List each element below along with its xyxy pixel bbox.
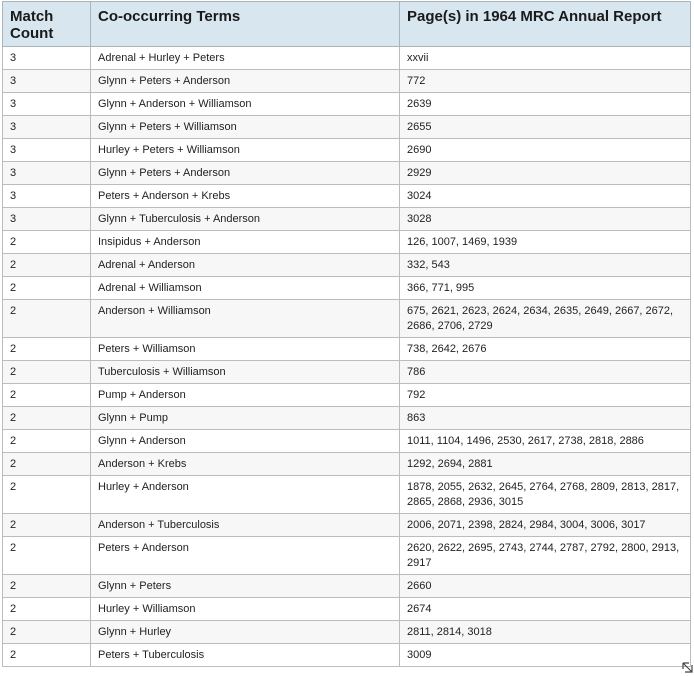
cell-pages: 2660 bbox=[400, 575, 691, 598]
cell-match-count: 2 bbox=[3, 537, 91, 575]
cell-co-occurring-terms: Peters + Anderson bbox=[91, 537, 400, 575]
cell-match-count: 2 bbox=[3, 338, 91, 361]
cell-match-count: 3 bbox=[3, 208, 91, 231]
cell-co-occurring-terms: Pump + Anderson bbox=[91, 384, 400, 407]
cell-co-occurring-terms: Anderson + Williamson bbox=[91, 300, 400, 338]
table-row bbox=[3, 453, 691, 476]
table-row bbox=[3, 338, 691, 361]
cell-pages: 2006, 2071, 2398, 2824, 2984, 3004, 3006, 3017 bbox=[400, 514, 691, 537]
header-co-occurring-terms: Co-occurring Terms bbox=[91, 2, 400, 47]
table-row bbox=[3, 300, 691, 338]
cell-match-count: 3 bbox=[3, 116, 91, 139]
cell-pages: 2674 bbox=[400, 598, 691, 621]
header-pages: Page(s) in 1964 MRC Annual Report bbox=[400, 2, 691, 47]
cell-co-occurring-terms: Glynn + Peters + Anderson bbox=[91, 70, 400, 93]
table-row bbox=[3, 93, 691, 116]
table-row bbox=[3, 476, 691, 514]
table-row bbox=[3, 47, 691, 70]
cell-match-count: 3 bbox=[3, 139, 91, 162]
cell-match-count: 2 bbox=[3, 476, 91, 514]
cell-co-occurring-terms: Hurley + Williamson bbox=[91, 598, 400, 621]
table-row bbox=[3, 116, 691, 139]
cell-match-count: 3 bbox=[3, 185, 91, 208]
cell-match-count: 2 bbox=[3, 453, 91, 476]
table-row bbox=[3, 514, 691, 537]
cell-pages: 2811, 2814, 3018 bbox=[400, 621, 691, 644]
cell-pages: 772 bbox=[400, 70, 691, 93]
table-row bbox=[3, 430, 691, 453]
table-row bbox=[3, 575, 691, 598]
table-row bbox=[3, 621, 691, 644]
cell-co-occurring-terms: Anderson + Krebs bbox=[91, 453, 400, 476]
cell-match-count: 2 bbox=[3, 407, 91, 430]
cell-pages: 2655 bbox=[400, 116, 691, 139]
cell-match-count: 2 bbox=[3, 644, 91, 667]
table-row bbox=[3, 384, 691, 407]
table-row bbox=[3, 277, 691, 300]
resize-handle-icon[interactable] bbox=[682, 662, 693, 673]
table-row bbox=[3, 70, 691, 93]
table-row bbox=[3, 208, 691, 231]
cell-co-occurring-terms: Glynn + Peters + Williamson bbox=[91, 116, 400, 139]
cell-co-occurring-terms: Glynn + Peters + Anderson bbox=[91, 162, 400, 185]
cell-match-count: 2 bbox=[3, 514, 91, 537]
cell-co-occurring-terms: Glynn + Pump bbox=[91, 407, 400, 430]
cell-pages: 126, 1007, 1469, 1939 bbox=[400, 231, 691, 254]
cell-match-count: 2 bbox=[3, 430, 91, 453]
table-row bbox=[3, 537, 691, 575]
cell-match-count: 3 bbox=[3, 47, 91, 70]
cell-match-count: 2 bbox=[3, 254, 91, 277]
cell-pages: 1292, 2694, 2881 bbox=[400, 453, 691, 476]
table-row bbox=[3, 407, 691, 430]
cell-co-occurring-terms: Adrenal + Anderson bbox=[91, 254, 400, 277]
cell-match-count: 2 bbox=[3, 231, 91, 254]
cell-pages: 366, 771, 995 bbox=[400, 277, 691, 300]
table-body bbox=[3, 47, 691, 667]
co-occurrence-table-container bbox=[2, 1, 690, 667]
table-row bbox=[3, 231, 691, 254]
cell-pages: 3024 bbox=[400, 185, 691, 208]
table-row bbox=[3, 139, 691, 162]
cell-co-occurring-terms: Anderson + Tuberculosis bbox=[91, 514, 400, 537]
cell-pages: 675, 2621, 2623, 2624, 2634, 2635, 2649, 2667, 2672, 2686, 2706, 2729 bbox=[400, 300, 691, 338]
table-row bbox=[3, 185, 691, 208]
co-occurrence-table bbox=[2, 1, 691, 667]
cell-pages: 1011, 1104, 1496, 2530, 2617, 2738, 2818, 2886 bbox=[400, 430, 691, 453]
table-row bbox=[3, 162, 691, 185]
cell-co-occurring-terms: Hurley + Peters + Williamson bbox=[91, 139, 400, 162]
cell-match-count: 2 bbox=[3, 300, 91, 338]
cell-pages: 738, 2642, 2676 bbox=[400, 338, 691, 361]
cell-pages: 863 bbox=[400, 407, 691, 430]
cell-co-occurring-terms: Peters + Anderson + Krebs bbox=[91, 185, 400, 208]
header-match-count: Match Count bbox=[3, 2, 91, 47]
cell-match-count: 3 bbox=[3, 70, 91, 93]
cell-co-occurring-terms: Glynn + Anderson bbox=[91, 430, 400, 453]
table-row bbox=[3, 361, 691, 384]
cell-pages: 1878, 2055, 2632, 2645, 2764, 2768, 2809, 2813, 2817, 2865, 2868, 2936, 3015 bbox=[400, 476, 691, 514]
cell-co-occurring-terms: Adrenal + Hurley + Peters bbox=[91, 47, 400, 70]
cell-match-count: 2 bbox=[3, 384, 91, 407]
cell-match-count: 3 bbox=[3, 162, 91, 185]
cell-match-count: 3 bbox=[3, 93, 91, 116]
cell-co-occurring-terms: Glynn + Tuberculosis + Anderson bbox=[91, 208, 400, 231]
cell-match-count: 2 bbox=[3, 361, 91, 384]
table-row bbox=[3, 598, 691, 621]
cell-pages: 792 bbox=[400, 384, 691, 407]
cell-pages: 2690 bbox=[400, 139, 691, 162]
cell-co-occurring-terms: Hurley + Anderson bbox=[91, 476, 400, 514]
cell-pages: 786 bbox=[400, 361, 691, 384]
cell-co-occurring-terms: Glynn + Hurley bbox=[91, 621, 400, 644]
cell-pages: 2929 bbox=[400, 162, 691, 185]
cell-match-count: 2 bbox=[3, 277, 91, 300]
cell-co-occurring-terms: Tuberculosis + Williamson bbox=[91, 361, 400, 384]
cell-co-occurring-terms: Adrenal + Williamson bbox=[91, 277, 400, 300]
table-header-row bbox=[3, 2, 691, 47]
cell-pages: xxvii bbox=[400, 47, 691, 70]
cell-co-occurring-terms: Glynn + Peters bbox=[91, 575, 400, 598]
cell-co-occurring-terms: Peters + Tuberculosis bbox=[91, 644, 400, 667]
cell-pages: 332, 543 bbox=[400, 254, 691, 277]
cell-pages: 2620, 2622, 2695, 2743, 2744, 2787, 2792, 2800, 2913, 2917 bbox=[400, 537, 691, 575]
cell-pages: 3009 bbox=[400, 644, 691, 667]
table-row bbox=[3, 254, 691, 277]
cell-match-count: 2 bbox=[3, 621, 91, 644]
cell-pages: 3028 bbox=[400, 208, 691, 231]
table-row bbox=[3, 644, 691, 667]
cell-co-occurring-terms: Insipidus + Anderson bbox=[91, 231, 400, 254]
cell-match-count: 2 bbox=[3, 575, 91, 598]
cell-co-occurring-terms: Glynn + Anderson + Williamson bbox=[91, 93, 400, 116]
cell-co-occurring-terms: Peters + Williamson bbox=[91, 338, 400, 361]
cell-pages: 2639 bbox=[400, 93, 691, 116]
cell-match-count: 2 bbox=[3, 598, 91, 621]
